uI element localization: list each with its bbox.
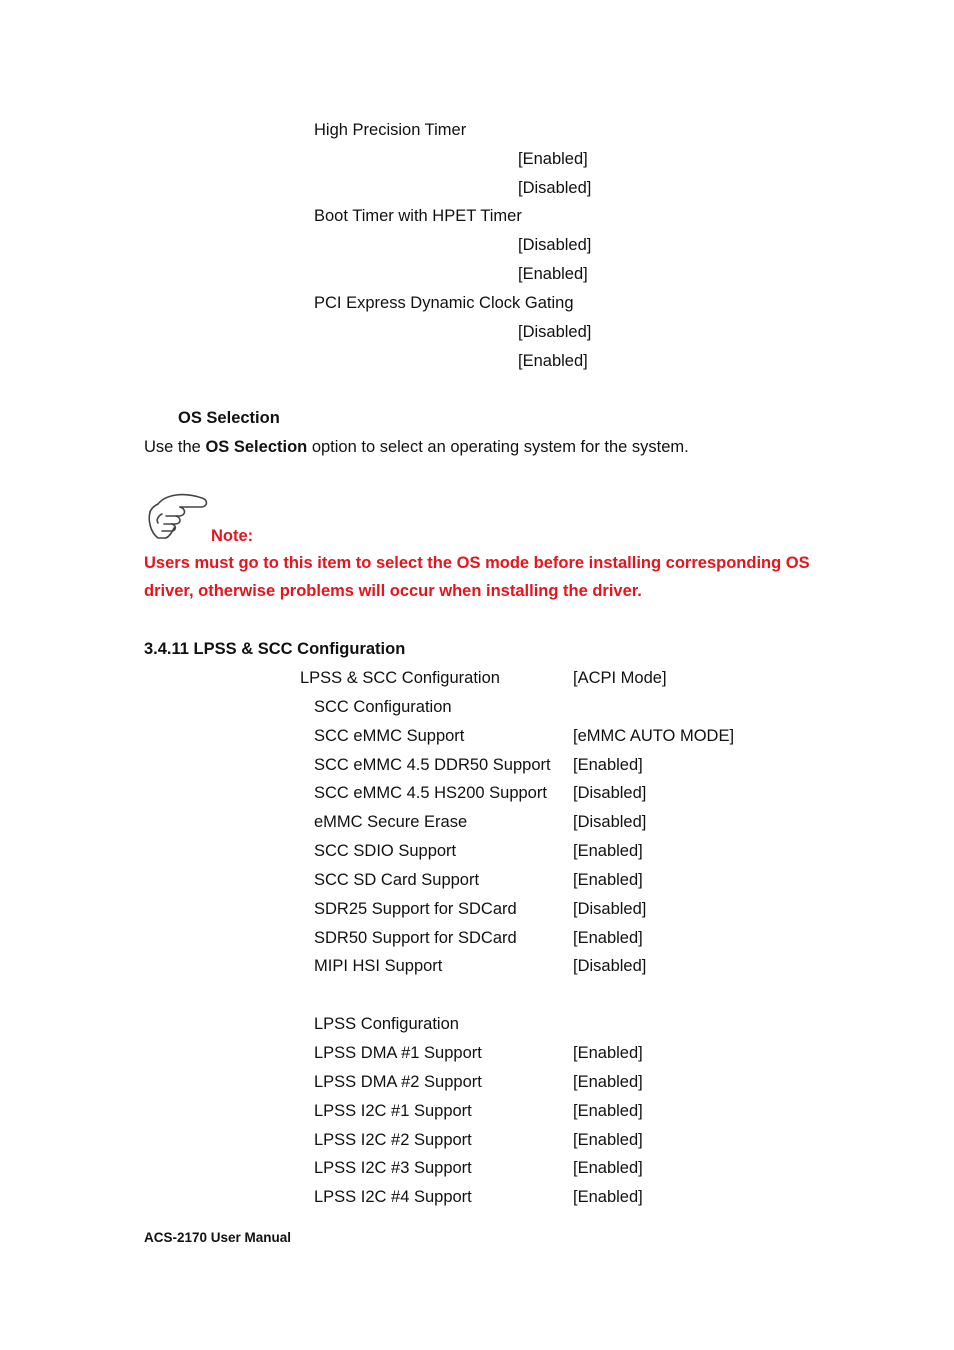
option-value: [Disabled] [518,179,592,197]
section-heading: 3.4.11 LPSS & SCC Configuration [144,640,406,658]
boot-timer-hpet-label: Boot Timer with HPET Timer [314,207,522,225]
os-selection-description [144,437,689,457]
note-text-line: Users must go to this item to select the OS mode before installing corresponding OS [144,554,810,572]
setting-label: MIPI HSI Support [314,957,443,975]
setting-label: SCC eMMC Support [314,727,465,745]
high-precision-timer-label: High Precision Timer [314,121,467,139]
pcie-clock-gating-label: PCI Express Dynamic Clock Gating [314,294,574,312]
option-value: [Enabled] [518,265,588,283]
setting-value: [ACPI Mode] [573,669,667,687]
page-footer: ACS-2170 User Manual [144,1230,292,1245]
setting-label: LPSS DMA #2 Support [314,1073,482,1091]
setting-label: SDR25 Support for SDCard [314,900,517,918]
setting-value: [Enabled] [573,871,643,889]
lpss-config-header: LPSS Configuration [314,1015,459,1033]
setting-label: eMMC Secure Erase [314,813,468,831]
setting-value: [Disabled] [573,900,647,918]
setting-label: LPSS I2C #4 Support [314,1188,472,1206]
setting-value: [Disabled] [573,784,647,802]
setting-label: LPSS I2C #2 Support [314,1131,472,1149]
setting-label: LPSS I2C #1 Support [314,1102,472,1120]
setting-value: [Disabled] [573,813,647,831]
setting-value: [Enabled] [573,1044,643,1062]
pointing-hand-icon [144,490,210,542]
desc-bold-text: OS Selection [205,438,308,456]
desc-text: Use the [144,438,206,456]
option-value: [Enabled] [518,150,588,168]
scc-config-header: SCC Configuration [314,698,452,716]
setting-value: [Enabled] [573,756,643,774]
note-title: Note: [211,527,254,545]
setting-label: SDR50 Support for SDCard [314,929,517,947]
setting-value: [Enabled] [573,929,643,947]
setting-label: LPSS I2C #3 Support [314,1159,472,1177]
os-selection-heading: OS Selection [178,409,280,427]
setting-label: SCC SD Card Support [314,871,480,889]
setting-value: [Enabled] [573,1131,643,1149]
setting-value: [Enabled] [573,1102,643,1120]
option-value: [Disabled] [518,236,592,254]
setting-value: [Enabled] [573,1188,643,1206]
desc-text: option to select an operating system for the system. [307,438,689,456]
option-value: [Disabled] [518,323,592,341]
setting-label: LPSS DMA #1 Support [314,1044,482,1062]
setting-label: SCC eMMC 4.5 DDR50 Support [314,756,551,774]
setting-label: SCC SDIO Support [314,842,457,860]
note-text-line: driver, otherwise problems will occur when installing the driver. [144,582,642,600]
setting-value: [Enabled] [573,1159,643,1177]
setting-value: [Disabled] [573,957,647,975]
setting-label: LPSS & SCC Configuration [300,669,500,687]
option-value: [Enabled] [518,352,588,370]
setting-value: [eMMC AUTO MODE] [573,727,735,745]
setting-value: [Enabled] [573,842,643,860]
setting-label: SCC eMMC 4.5 HS200 Support [314,784,547,802]
setting-value: [Enabled] [573,1073,643,1091]
